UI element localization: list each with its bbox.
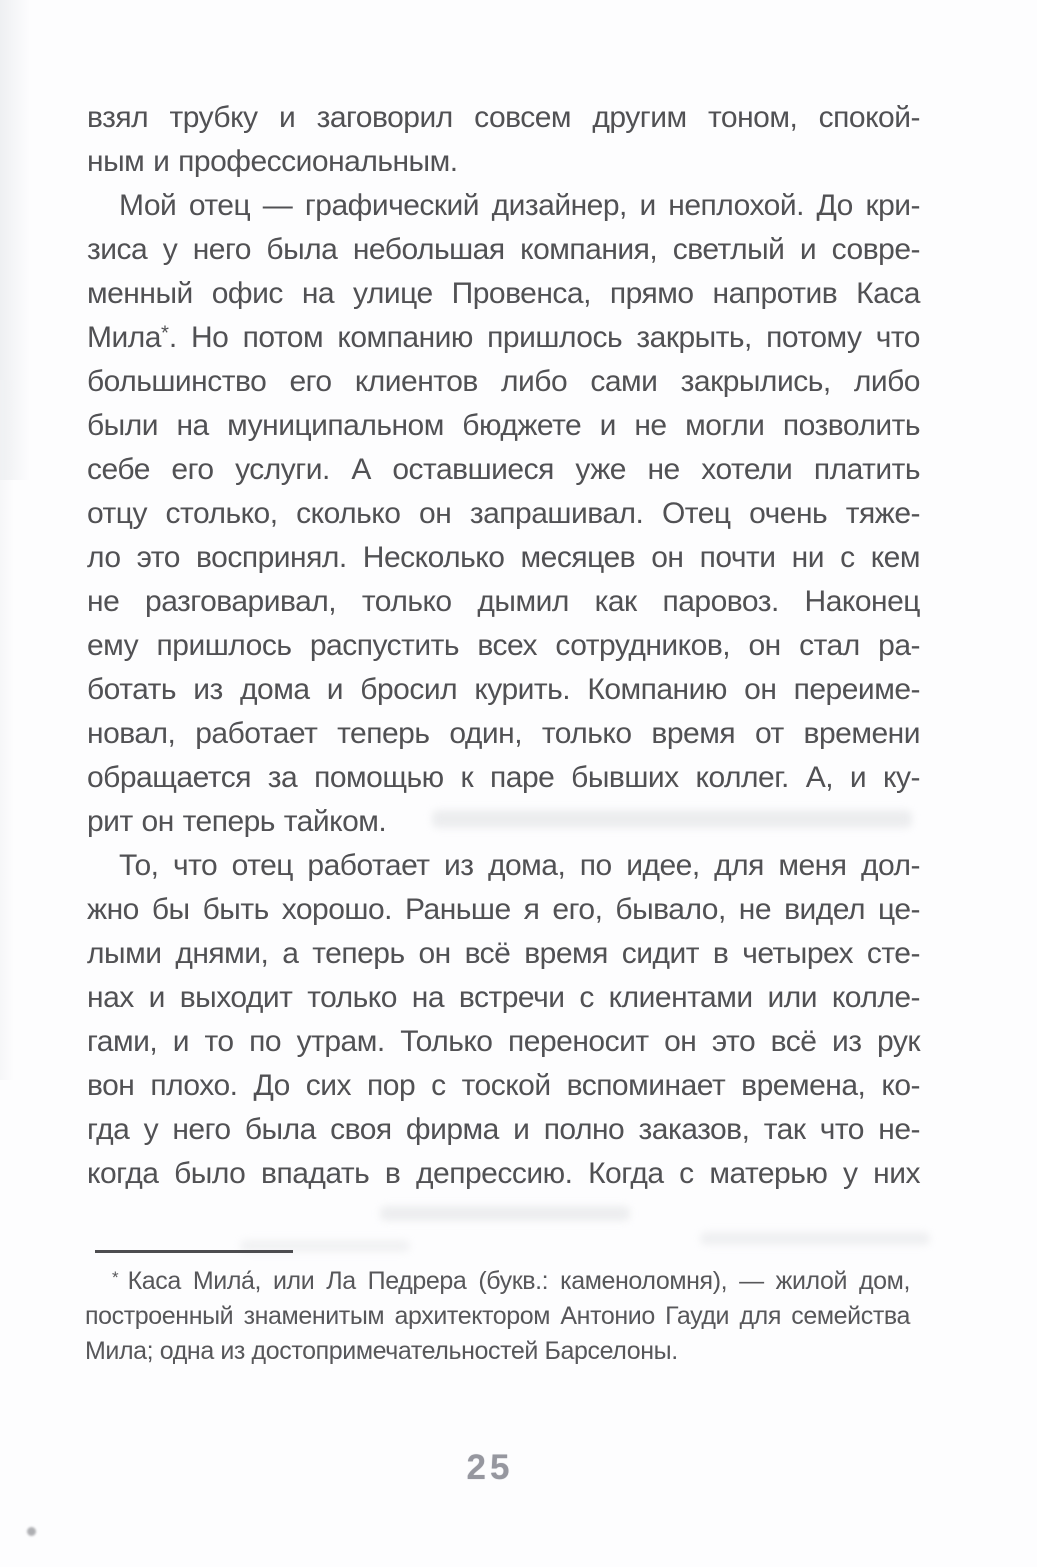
footnote-separator-rule	[95, 1250, 293, 1253]
body-line: были на муниципальном бюджете и не могли позволить	[87, 409, 920, 442]
body-line-text: . Но потом компанию пришлось закрыть, потому что	[168, 321, 920, 354]
body-line: гда у него была своя фирма и полно заказов, так что не-	[87, 1113, 920, 1146]
body-line: себе его услуги. А оставшиеся уже не хотели платить	[87, 453, 920, 486]
footnote	[85, 1250, 910, 1369]
body-line: отцу столько, сколько он запрашивал. Отец очень тяже-	[87, 497, 920, 530]
body-line: гами, и то по утрам. Только переносит он это всё из рук	[87, 1025, 920, 1058]
body-line: взял трубку и заговорил совсем другим тоном, спокой-	[87, 101, 920, 134]
page-number: 25	[466, 1448, 514, 1487]
body-line	[87, 316, 920, 360]
scan-edge-shading	[0, 380, 14, 1080]
body-line: новал, работает теперь один, только время от времени	[87, 717, 920, 750]
body-text	[87, 96, 920, 1196]
body-line: обращается за помощью к паре бывших коллег. А, и ку-	[87, 761, 920, 794]
body-line: Мой отец — графический дизайнер, и неплохой. До кри-	[119, 189, 920, 222]
body-line: То, что отец работает из дома, по идее, для меня дол-	[119, 849, 920, 882]
paragraph-3	[87, 844, 920, 1196]
body-line: ло это воспринял. Несколько месяцев он почти ни с кем	[87, 541, 920, 574]
body-line: вон плохо. До сих пор с тоской вспоминает времена, ко-	[87, 1069, 920, 1102]
paragraph-2	[87, 184, 920, 844]
body-line: большинство его клиентов либо сами закрылись, либо	[87, 365, 920, 398]
body-line: нах и выходит только на встречи с клиентами или колле-	[87, 981, 920, 1014]
body-line: рит он теперь тайком.	[87, 805, 387, 838]
body-line-text: Мила	[87, 321, 161, 354]
scan-artifact	[380, 1206, 630, 1221]
body-line: ботать из дома и бросил курить. Компанию он переиме-	[87, 673, 920, 706]
body-line: ным и профессиональным.	[87, 145, 458, 178]
scan-artifact	[700, 1232, 930, 1245]
footnote-marker: *	[112, 1267, 119, 1287]
footnote-line: построенный знаменитым архитектором Антонио Гауди для семейства	[85, 1302, 910, 1330]
footnote-line	[85, 1264, 910, 1299]
body-line: зиса у него была небольшая компания, светлый и совре-	[87, 233, 920, 266]
footnote-marker: *	[160, 322, 169, 345]
paragraph-1	[87, 96, 920, 184]
footnote-line-text: Каса Мила́, или Ла Педрера (букв.: каменоломня), — жилой дом,	[127, 1267, 910, 1295]
body-line: менный офис на улице Провенса, прямо напротив Каса	[87, 277, 920, 310]
body-line: ему пришлось распустить всех сотрудников, он стал ра-	[87, 629, 920, 662]
body-line: лыми днями, а теперь он всё время сидит в четырех сте-	[87, 937, 920, 970]
footnote-line: Мила; одна из достопримечательностей Барселоны.	[85, 1337, 678, 1365]
body-line: жно бы быть хорошо. Раньше я его, бывало, не видел це-	[87, 893, 920, 926]
scan-edge-shading	[0, 0, 30, 480]
body-line: не разговаривал, только дымил как паровоз. Наконец	[87, 585, 920, 618]
body-line: когда было впадать в депрессию. Когда с матерью у них	[87, 1157, 920, 1190]
scan-speck	[27, 1527, 36, 1536]
